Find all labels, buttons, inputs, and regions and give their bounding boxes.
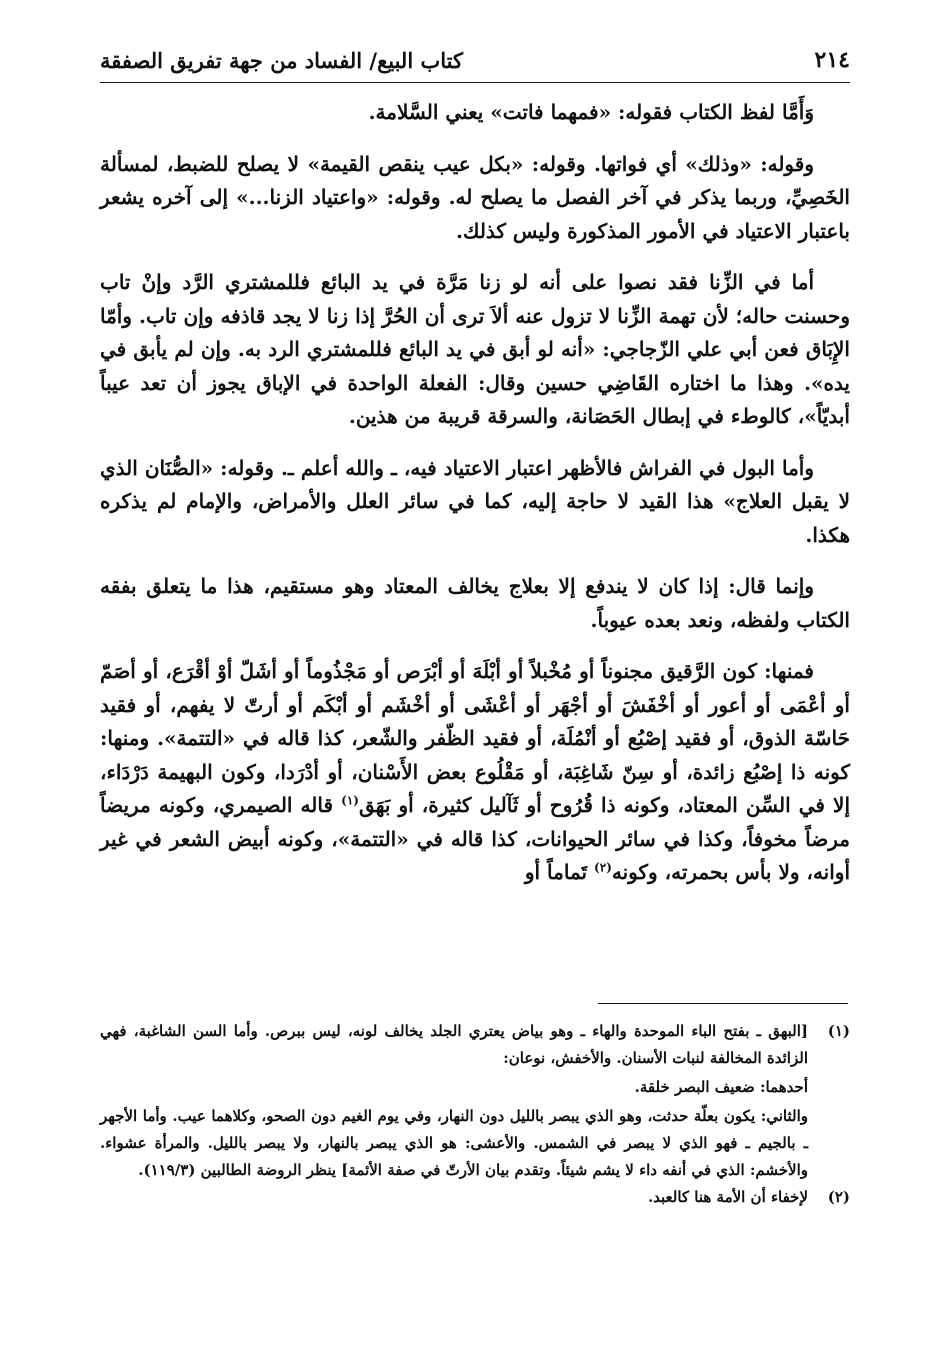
footnote-1-text — [100, 1018, 808, 1184]
footnotes — [100, 1018, 850, 1211]
footnote-separator — [598, 1003, 848, 1004]
footnote-1-line-2: أحدهما: ضعيف البصر خلقة. — [634, 1078, 808, 1096]
paragraph-3: أما في الزِّنا فقد نصوا على أنه لو زنا مَرَّة في يد البائع فللمشتري الرَّد وإنْ تاب وحسنت حاله؛ لأن تهمة الزِّنا لا تزول عنه ألاَ ترى أن الحُرَّ إذا زنا لا يجد قاذفه وإن تاب. وأمّا الإِبَاق فعن أبي علي الزّجاجي: «أنه لو أبق في يد البائع فللمشتري الرد به. وإن لم يأبق في يده». وهذا ما اختاره القَاضِي حسين وقال: الفعلة الواحدة في الإباق يجوز أن تعد عيباً أبديّاً»، كالوطء في إبطال الحَصَانة، والسرقة قريبة من هذين. — [100, 270, 850, 428]
footnote-1-line-3: والثاني: يكون بعلّة حدثت، وهو الذي يبصر بالليل دون النهار، وفي يوم الغيم دون الصحو، وكلاهما عيب. وأما الأجهر ـ بالجيم ـ فهو الذي لا يبصر في الشمس. والأعشى: هو الذي يبصر بالنهار، ولا يبصر بالليل. والمرأة عشواء. والأخشم: الذي في أنفه داء لا يشم شيئاً. وتقدم بيان الأرتّ في صفة الأئمة] ينظر الروضة الطالبين (١١٩/٣). — [100, 1107, 808, 1179]
footnote-ref-1[interactable]: (١) — [341, 793, 359, 808]
paragraph-1: وَأَمَّا لفظ الكتاب فقوله: «فمهما فاتت» يعني السَّلامة. — [368, 100, 814, 124]
footnote-2-number: (٢) — [827, 1188, 850, 1206]
paragraph-4: وأما البول في الفراش فالأظهر اعتبار الاعتياد فيه، ـ والله أعلم ـ. وقوله: «الصُّنَان الذي لا يقبل العلاج» هذا القيد لا حاجة إليه، كما في سائر العلل والأمراض، والإمام لم يذكره هكذا. — [100, 455, 850, 547]
footnote-2-text: لإخفاء أن الأمة هنا كالعبد. — [647, 1188, 808, 1206]
paragraph-6-part-b: قاله الصيمري، وكونه مريضاً مرضاً مخوفاً، وكذا في سائر الحيوانات، كذا قاله في «التتمة»، وكونه أبيض الشعر في غير أوانه، ولا بأس بحمرته، وكونه — [100, 793, 850, 884]
footnote-ref-2[interactable]: (٢) — [594, 860, 612, 875]
paragraph-6-part-c: تَماماً أو — [524, 860, 595, 884]
footnote-2 — [100, 1184, 850, 1211]
main-text — [100, 96, 850, 908]
running-title: كتاب البيع/ الفساد من جهة تفريق الصفقة — [100, 47, 463, 73]
footnote-1-number: (١) — [827, 1022, 850, 1040]
paragraph-2: وقوله: «وذلك» أي فواتها. وقوله: «بكل عيب ينقص القيمة» لا يصلح للضبط، لمسألة الخَصِيِّ، وربما يذكر في آخر الفصل ما يصلح له. وقوله: «واعتياد الزنا...» إلى آخره يشعر باعتبار الاعتياد في الأمور المذكورة وليس كذلك. — [100, 151, 850, 243]
footnote-1-line-1: [البهق ـ بفتح الباء الموحدة والهاء ـ وهو بياض يعتري الجلد يخالف لونه، ليس ببرص. وأما السن الشاغبة، فهي الزائدة المخالفة لنبات الأسنان. والأخفش، نوعان: — [100, 1022, 808, 1067]
paragraph-5: وإنما قال: إذا كان لا يندفع إلا بعلاج يخالف المعتاد وهو مستقيم، هذا ما يتعلق بفقه الكتاب ولفظه، ونعد بعده عيوباً. — [100, 574, 850, 632]
paragraph-6 — [100, 655, 850, 890]
paragraph-6-part-a: فمنها: كون الرَّقيق مجنوناً أو مُخْبلاً أو أبْلَهَ أو أبْرَص أو مَجْذُوماً أو أشَلّ أوْ أقْرَع، أو أصَمّ أو أعْمَى أو أعور أو أخْفَشَ أو أجْهَر أو أعْشَى أو أخْشَم أو أبْكَم أو أرتّ لا يفهم، أو فقيد حَاسّة الذوق، أو فقيد إصْبُع أو أنْمُلَة، أو فقيد الظّفر والشّعر، كذا قاله في «التتمة». ومنها: كونه ذا إصْبُع زائدة، أو سِنّ شَاغِبَة، أو مَقْلُوع بعض الأَسْنان، أو أدْرَدا، وكون البهيمة دَرْدَاء، إلا في السِّن المعتاد، وكونه ذا قُرُوح أو ثَآليل كثيرة، أو بَهَق — [100, 659, 850, 817]
page-header — [100, 38, 850, 83]
page-number: ٢١٤ — [814, 47, 850, 73]
footnote-1 — [100, 1018, 850, 1184]
